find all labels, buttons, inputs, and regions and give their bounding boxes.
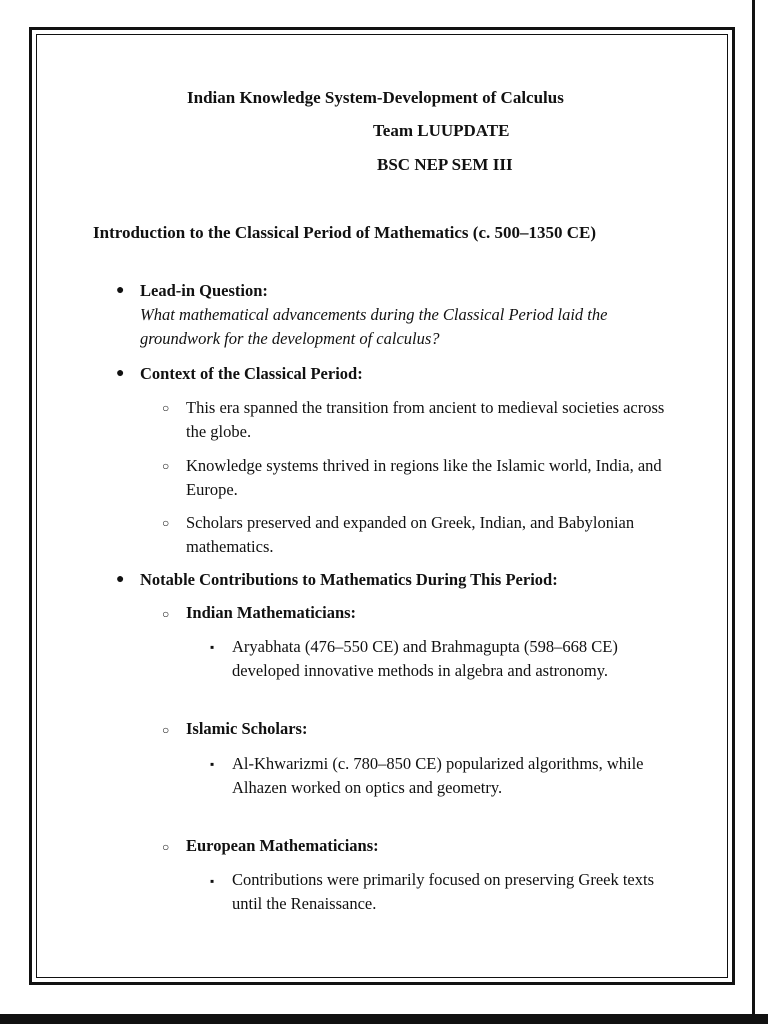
square-bullet-icon: ▪ [210, 874, 215, 888]
context-item: This era spanned the transition from ancient to medieval societies across the globe. [186, 398, 665, 441]
contribution-group-detail: Contributions were primarily focused on preserving Greek texts until the Renaissance. [232, 870, 655, 913]
circle-bullet-icon: ○ [162, 840, 170, 854]
circle-bullet-icon: ○ [162, 607, 170, 621]
circle-bullet-icon: ○ [162, 723, 170, 737]
contribution-group-name: European Mathematicians: [186, 836, 379, 855]
page-bottom-bar [0, 1014, 768, 1024]
section-heading: Introduction to the Classical Period of Mathematics (c. 500–1350 CE) [93, 223, 597, 242]
context-item: Knowledge systems thrived in regions like the Islamic world, India, and Europe. [186, 456, 662, 499]
circle-bullet-icon: ○ [162, 401, 170, 415]
contribution-group-name: Indian Mathematicians: [186, 603, 357, 622]
square-bullet-icon: ▪ [210, 757, 215, 771]
square-bullet-icon: ▪ [210, 640, 215, 654]
contributions-label: Notable Contributions to Mathematics During This Period: [140, 570, 558, 589]
context-label: Context of the Classical Period: [140, 364, 363, 383]
page-right-edge [752, 0, 755, 1014]
bullet-icon: ● [116, 366, 125, 381]
team-name: Team LUUPDATE [373, 121, 510, 140]
bullet-icon: ● [116, 283, 125, 298]
document-title: Indian Knowledge System-Development of Calculus [187, 88, 564, 107]
contribution-group-detail: Aryabhata (476–550 CE) and Brahmagupta (598–668 CE) developed innovative methods in algebra and astronomy. [232, 637, 618, 680]
contribution-group-detail: Al-Khwarizmi (c. 780–850 CE) popularized algorithms, while Alhazen worked on optics and geometry. [232, 754, 644, 797]
course-name: BSC NEP SEM III [377, 155, 513, 174]
contribution-group-name: Islamic Scholars: [186, 719, 308, 738]
bullet-icon: ● [116, 572, 125, 587]
circle-bullet-icon: ○ [162, 459, 170, 473]
context-item: Scholars preserved and expanded on Greek, Indian, and Babylonian mathematics. [186, 513, 635, 556]
circle-bullet-icon: ○ [162, 516, 170, 530]
lead-in-question: What mathematical advancements during the Classical Period laid the groundwork for the development of calculus? [140, 305, 608, 348]
lead-in-label: Lead-in Question: [140, 281, 268, 300]
